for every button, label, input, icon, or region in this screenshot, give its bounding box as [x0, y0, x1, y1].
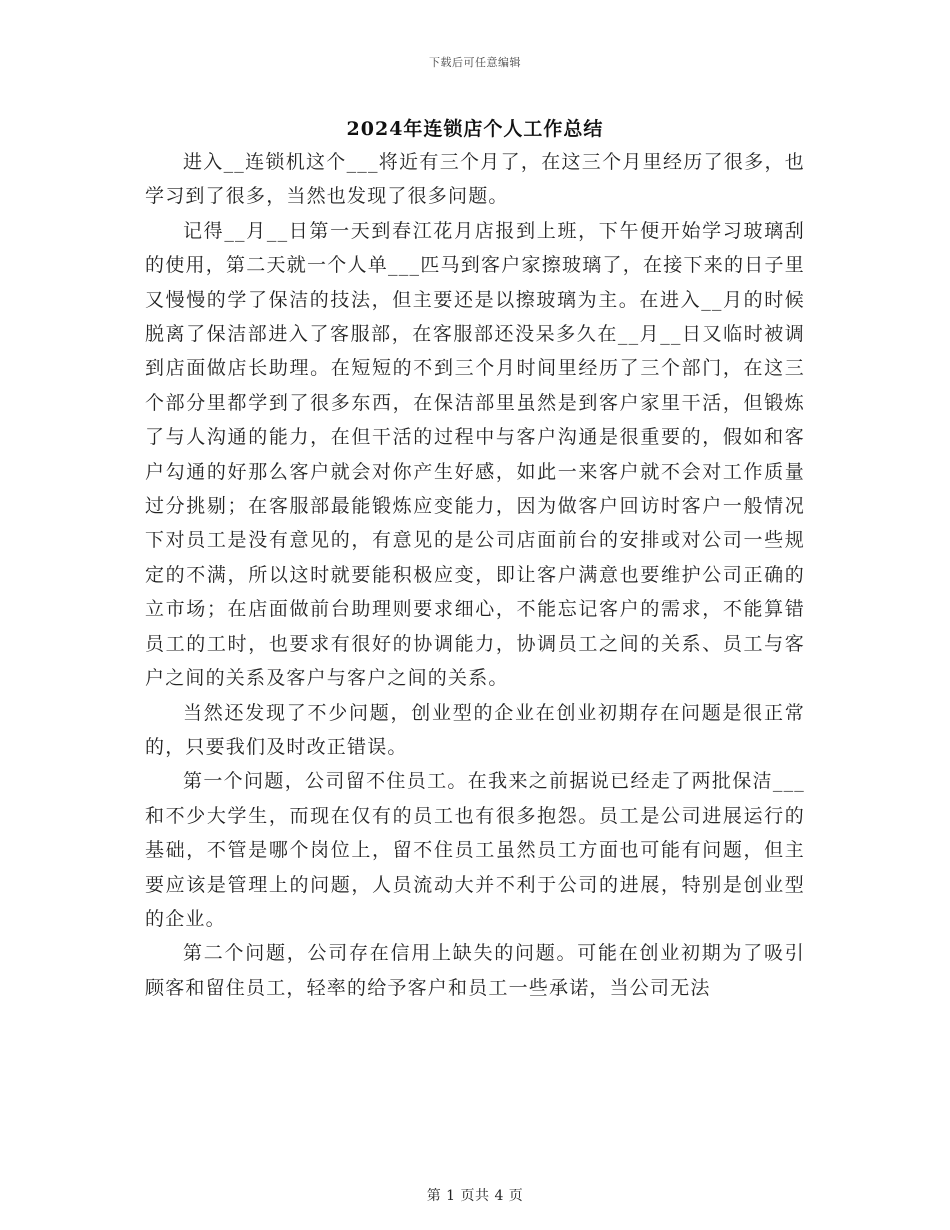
paragraph: 当然还发现了不少问题，创业型的企业在创业初期存在问题是很正常的，只要我们及时改正错误。: [145, 701, 805, 758]
paragraph: 进入__连锁机这个___将近有三个月了，在这三个月里经历了很多，也学习到了很多，当然也发现了很多问题。: [145, 151, 805, 208]
page-footer-number: 第 1 页共 4 页: [426, 1188, 524, 1204]
document-title: 2024年连锁店个人工作总结: [346, 118, 604, 140]
paragraph: 第二个问题，公司存在信用上缺失的问题。可能在创业初期为了吸引顾客和留住员工，轻率的给予客户和员工一些承诺，当公司无法: [145, 942, 805, 999]
page-header-note: 下载后可任意编辑: [429, 56, 521, 69]
paragraph: 第一个问题，公司留不住员工。在我来之前据说已经走了两批保洁___和不少大学生，而现在仅有的员工也有很多抱怨。员工是公司进展运行的基础，不管是哪个岗位上，留不住员工虽然员工方面也可能有问题，但主要应该是管理上的问题，人员流动大并不利于公司的进展，特别是创业型的企业。: [145, 770, 805, 930]
paragraph: 记得__月__日第一天到春江花月店报到上班，下午便开始学习玻璃刮的使用，第二天就一个人单___匹马到客户家擦玻璃了，在接下来的日子里又慢慢的学了保洁的技法，但主要还是以擦玻璃为主。在进入__月的时候脱离了保洁部进入了客服部，在客服部还没呆多久在__月__日又临时被调到店面做店长助理。在短短的不到三个月时间里经历了三个部门，在这三个部分里都学到了很多东西，在保洁部里虽然是到客户家里干活，但锻炼了与人沟通的能力，在但干活的过程中与客户沟通是很重要的，假如和客户勾通的好那么客户就会对你产生好感，如此一来客户就不会对工作质量过分挑剔；在客服部最能锻炼应变能力，因为做客户回访时客户一般情况下对员工是没有意见的，有意见的是公司店面前台的安排或对公司一些规定的不满，所以这时就要能积极应变，即让客户满意也要维护公司正确的立市场；在店面做前台助理则要求细心，不能忘记客户的需求，不能算错员工的工时，也要求有很好的协调能力，协调员工之间的关系、员工与客户之间的关系及客户与客户之间的关系。: [145, 219, 805, 690]
document-body: [145, 145, 805, 1005]
